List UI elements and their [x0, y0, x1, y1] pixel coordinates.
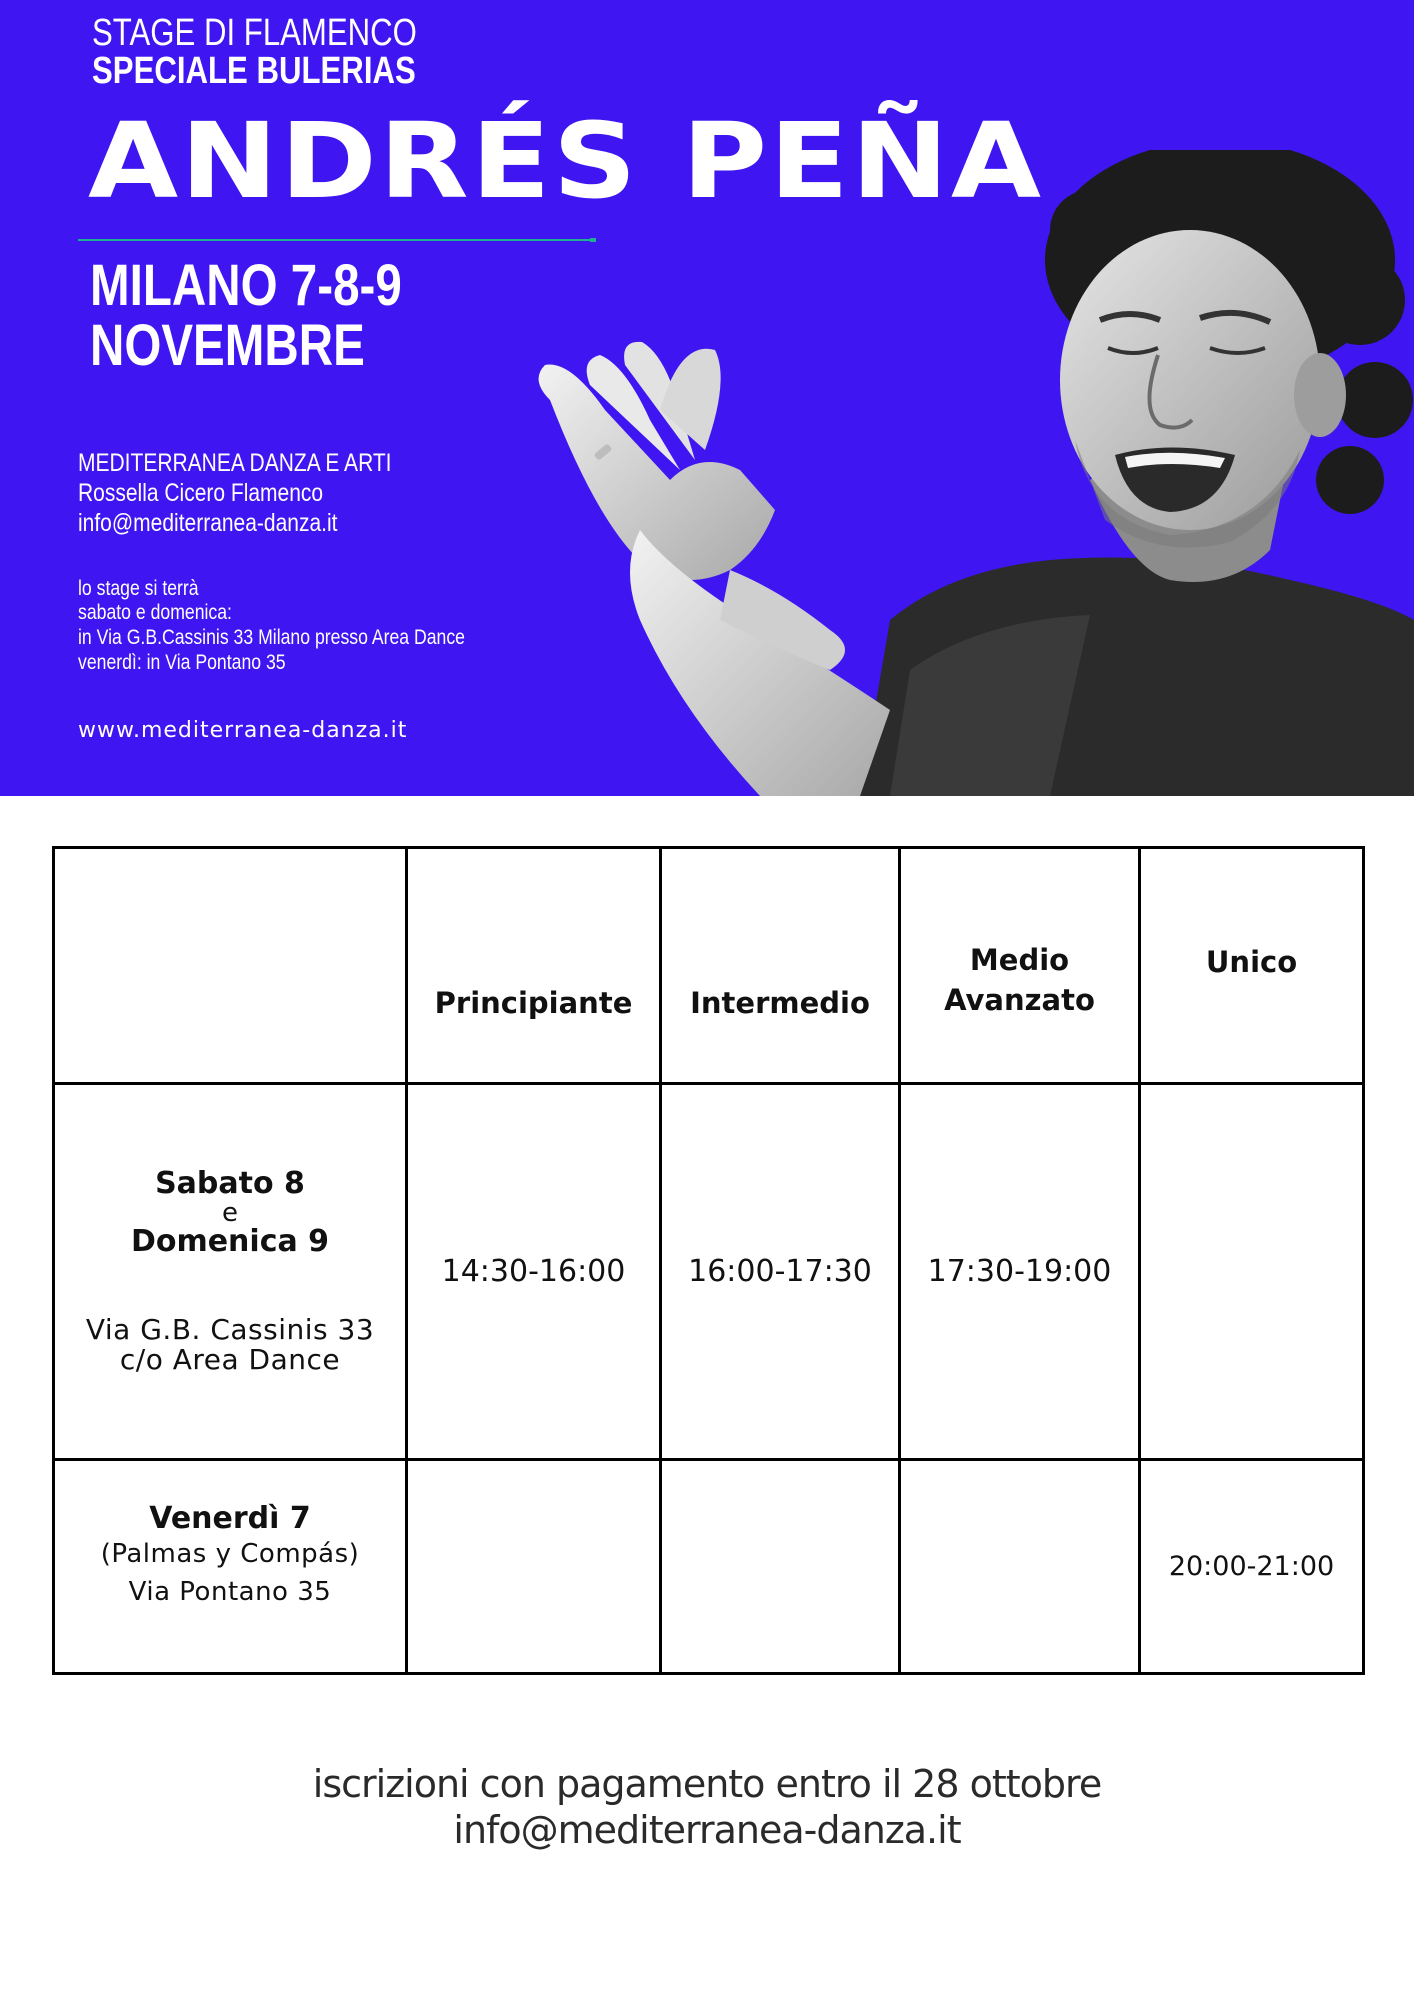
header-empty-cell — [54, 848, 407, 1084]
header-intermedio-label: Intermedio — [690, 985, 870, 1020]
header-medio-line: Medio — [969, 942, 1070, 977]
poster-banner — [0, 0, 1414, 796]
header-intermedio — [661, 848, 900, 1084]
time-unico: 20:00-21:00 — [1140, 1460, 1364, 1674]
time-intermedio-empty — [661, 1460, 900, 1674]
header-unico — [1140, 848, 1364, 1084]
table-header-row — [54, 848, 1364, 1084]
org-email: info@mediterranea-danza.it — [78, 509, 338, 537]
header-unico-label: Unico — [1205, 944, 1298, 979]
kicker-line-1: STAGE DI FLAMENCO — [92, 12, 417, 54]
palmas-note: (Palmas y Compás) — [100, 1538, 360, 1569]
artist-name: ANDRÉS PEÑA — [88, 100, 1044, 222]
day-conjunction: e — [222, 1197, 238, 1228]
kicker-line-2: SPECIALE BULERIAS — [92, 50, 416, 92]
table-row — [54, 1460, 1364, 1674]
org-name: MEDITERRANEA DANZA E ARTI — [78, 449, 392, 477]
time-principiante-empty — [407, 1460, 661, 1674]
header-medio-avanzato — [900, 848, 1140, 1084]
address-line-2: c/o Area Dance — [119, 1342, 341, 1376]
table-row — [54, 1084, 1364, 1460]
header-principiante-label: Principiante — [434, 985, 633, 1020]
row-label-venerdi — [54, 1460, 407, 1674]
divider-line — [78, 238, 598, 242]
dancer-photo — [530, 150, 1414, 796]
venue-line-2: sabato e domenica: — [78, 601, 232, 624]
venue-line-4: venerdì: in Via Pontano 35 — [78, 651, 286, 674]
header-principiante — [407, 848, 661, 1084]
time-intermedio: 16:00-17:30 — [661, 1084, 900, 1460]
footer-email: info@mediterranea-danza.it — [453, 1808, 961, 1852]
row-label-weekend — [54, 1084, 407, 1460]
time-medio-avanzato-empty — [900, 1460, 1140, 1674]
website-link: www.mediterranea-danza.it — [78, 718, 408, 743]
schedule-table — [52, 846, 1362, 1672]
address-line-1: Via G.B. Cassinis 33 — [85, 1312, 375, 1346]
city-dates-line-1: MILANO 7-8-9 — [90, 253, 402, 318]
day-venerdi: Venerdì 7 — [149, 1500, 311, 1536]
time-principiante: 14:30-16:00 — [407, 1084, 661, 1460]
header-avanzato-line: Avanzato — [944, 982, 1095, 1017]
city-dates-line-2: NOVEMBRE — [90, 313, 365, 378]
venue-line-3: in Via G.B.Cassinis 33 Milano presso Area Dance — [78, 626, 465, 649]
venerdi-address: Via Pontano 35 — [128, 1576, 332, 1607]
org-subtitle: Rossella Cicero Flamenco — [78, 479, 324, 507]
day-domenica: Domenica 9 — [130, 1223, 330, 1259]
time-medio-avanzato: 17:30-19:00 — [900, 1084, 1140, 1460]
day-sabato: Sabato 8 — [155, 1165, 305, 1201]
time-unico-empty — [1140, 1084, 1364, 1460]
venue-line-1: lo stage si terrà — [78, 577, 199, 600]
registration-note: iscrizioni con pagamento entro il 28 ottobre — [312, 1762, 1102, 1806]
